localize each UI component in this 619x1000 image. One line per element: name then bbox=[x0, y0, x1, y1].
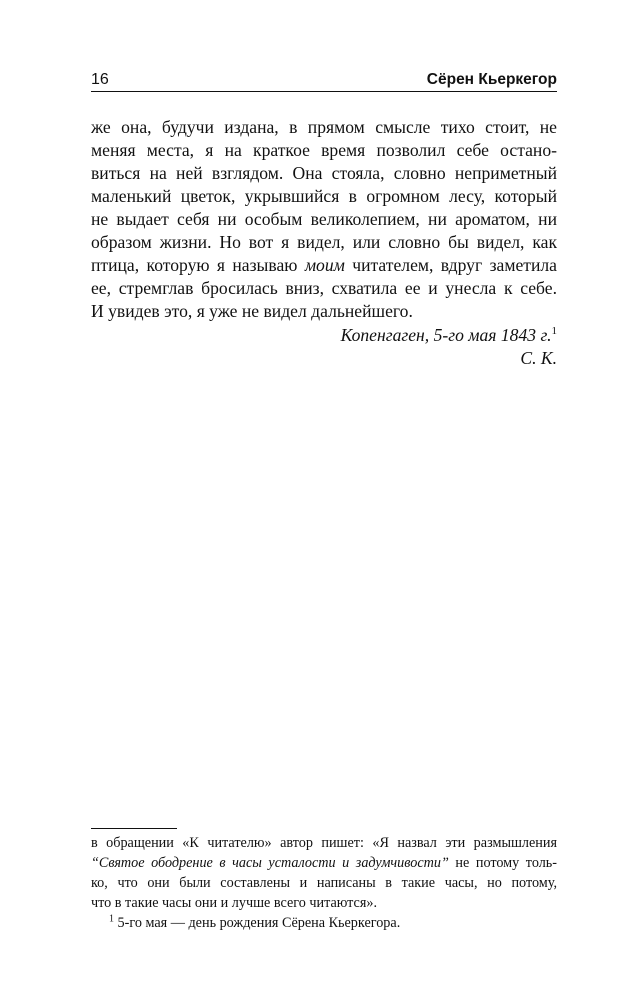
signature-block bbox=[91, 324, 557, 370]
footnote-text-run: не потому толь- bbox=[448, 855, 557, 871]
header-rule bbox=[91, 91, 557, 92]
footnote-line: ко, что они были составлены и написаны в такие часы, но потому, bbox=[91, 875, 557, 891]
running-title: Сёрен Кьеркегор bbox=[426, 71, 557, 88]
author-initials: С. К. bbox=[520, 348, 557, 368]
footnote-line: в обращении «К читателю» автор пишет: «Я назвал эти размышления bbox=[91, 835, 557, 851]
footnote-line: что в такие часы они и лучше всего читаются». bbox=[91, 895, 378, 911]
body-line: виться на ней взглядом. Она стояла, словно неприметный bbox=[91, 163, 557, 183]
place-date-line bbox=[91, 324, 557, 347]
footnote-italic-title: “Святое ободрение в часы усталости и задумчивости” bbox=[91, 855, 449, 871]
emphasized-word: моим bbox=[304, 255, 345, 275]
body-line: же она, будучи издана, в прямом смысле тихо стоит, не bbox=[91, 117, 557, 137]
footnotes bbox=[91, 833, 557, 933]
footnote-line bbox=[91, 853, 557, 873]
body-line: И увидев это, я уже не видел дальнейшего. bbox=[91, 301, 413, 321]
body-line: не выдает себя ни особым великолепием, ни ароматом, ни bbox=[91, 209, 557, 229]
body-text-run: читателем, вдруг заметила bbox=[344, 255, 557, 275]
body-line: меняя места, я на краткое время позволил себе остано- bbox=[91, 140, 557, 160]
body-line: образом жизни. Но вот я видел, или словно бы видел, как bbox=[91, 232, 557, 252]
body-paragraph bbox=[91, 116, 557, 323]
page-number: 16 bbox=[91, 71, 109, 88]
body-text-run: птица, которую я называю bbox=[91, 255, 305, 275]
body-line: маленький цветок, укрывшийся в огромном лесу, который bbox=[91, 186, 557, 206]
page-header bbox=[91, 66, 557, 90]
footnote-rule bbox=[91, 828, 177, 829]
footnote-reference[interactable]: 1 bbox=[551, 325, 557, 338]
body-line: ее, стремглав бросилась вниз, схватила ее и унесла к себе. bbox=[91, 278, 557, 298]
body-line bbox=[91, 254, 557, 277]
footnote-1 bbox=[91, 913, 557, 933]
place-date: Копенгаген, 5-го мая 1843 г. bbox=[340, 325, 552, 345]
footnote-mark: 1 bbox=[109, 913, 114, 925]
footnote-1-text: 5-го мая — день рождения Сёрена Кьеркегора. bbox=[114, 915, 401, 931]
